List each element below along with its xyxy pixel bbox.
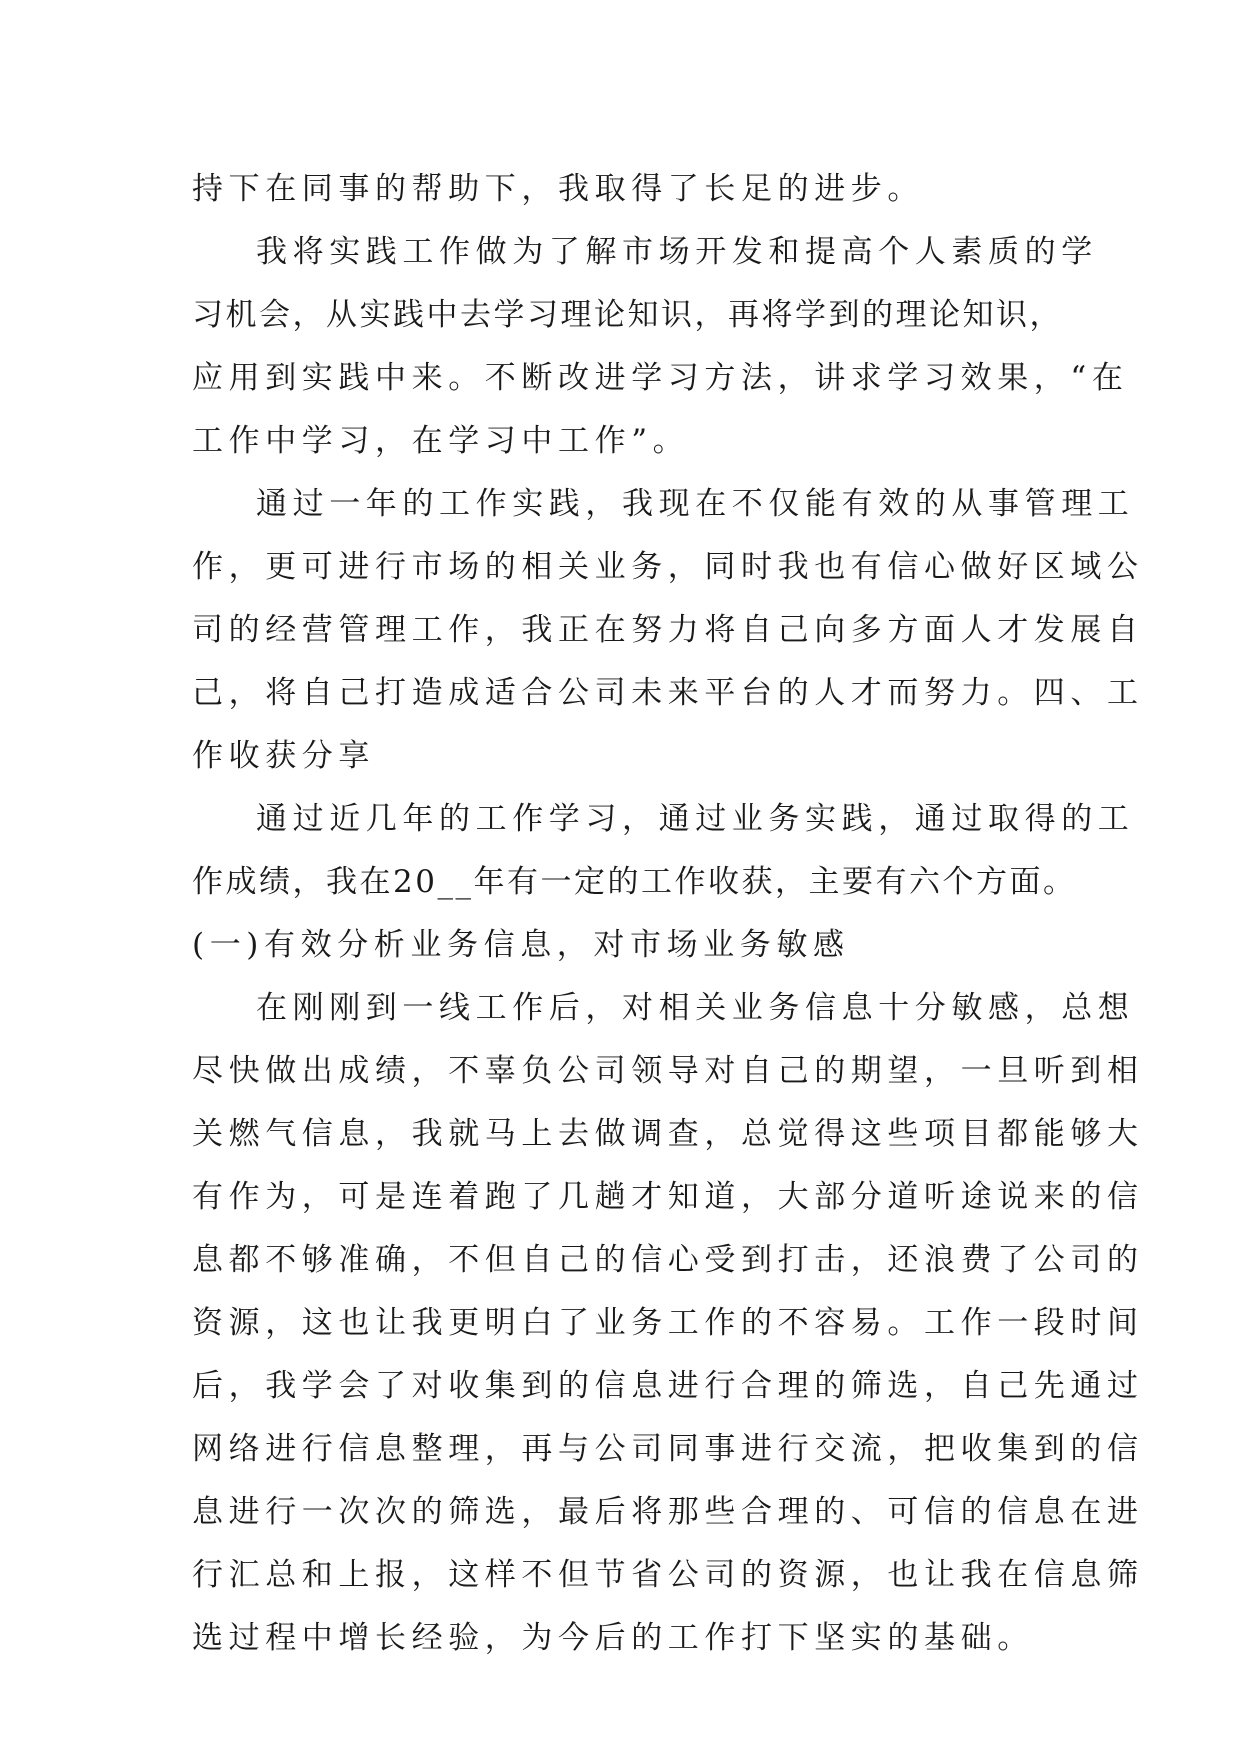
text-line: 司的经营管理工作，我正在努力将自己向多方面人才发展自: [192, 612, 1144, 648]
text-line: 息都不够准确，不但自己的信心受到打击，还浪费了公司的: [192, 1242, 1144, 1278]
paragraph-start-line: 我将实践工作做为了解市场开发和提高个人素质的学: [256, 234, 1098, 270]
text-line: 息进行一次次的筛选，最后将那些合理的、可信的信息在进: [192, 1494, 1144, 1530]
section-heading: (一)有效分析业务信息，对市场业务敏感: [192, 927, 850, 963]
text-line: 己，将自己打造成适合公司未来平台的人才而努力。四、工: [192, 675, 1144, 711]
document-body: [192, 158, 1144, 1670]
text-line: 选过程中增长经验，为今后的工作打下坚实的基础。: [192, 1620, 1034, 1656]
text-line: 作收获分享: [192, 738, 375, 774]
text-line: 持下在同事的帮助下，我取得了长足的进步。: [192, 171, 924, 207]
text-line: 网络进行信息整理，再与公司同事进行交流，把收集到的信: [192, 1431, 1144, 1467]
text-line: 有作为，可是连着跑了几趟才知道，大部分道听途说来的信: [192, 1179, 1144, 1215]
text-line: 资源，这也让我更明白了业务工作的不容易。工作一段时间: [192, 1305, 1144, 1341]
text-line: 关燃气信息，我就马上去做调查，总觉得这些项目都能够大: [192, 1116, 1144, 1152]
text-line: 作，更可进行市场的相关业务，同时我也有信心做好区域公: [192, 549, 1144, 585]
text-line: 应用到实践中来。不断改进学习方法，讲求学习效果，“在: [192, 360, 1129, 396]
text-line: 行汇总和上报，这样不但节省公司的资源，也让我在信息筛: [192, 1557, 1144, 1593]
text-line: 尽快做出成绩，不辜负公司领导对自己的期望，一旦听到相: [192, 1053, 1144, 1089]
paragraph-start-line: 通过近几年的工作学习，通过业务实践，通过取得的工: [256, 801, 1135, 837]
text-line: 作成绩，我在20__年有一定的工作收获，主要有六个方面。: [192, 864, 1077, 900]
text-line: 后，我学会了对收集到的信息进行合理的筛选，自己先通过: [192, 1368, 1144, 1404]
text-line: 工作中学习，在学习中工作”。: [192, 423, 690, 459]
paragraph-start-line: 在刚刚到一线工作后，对相关业务信息十分敏感，总想: [256, 990, 1135, 1026]
paragraph-start-line: 通过一年的工作实践，我现在不仅能有效的从事管理工: [256, 486, 1135, 522]
text-line: 习机会，从实践中去学习理论知识，再将学到的理论知识，: [192, 297, 1063, 333]
